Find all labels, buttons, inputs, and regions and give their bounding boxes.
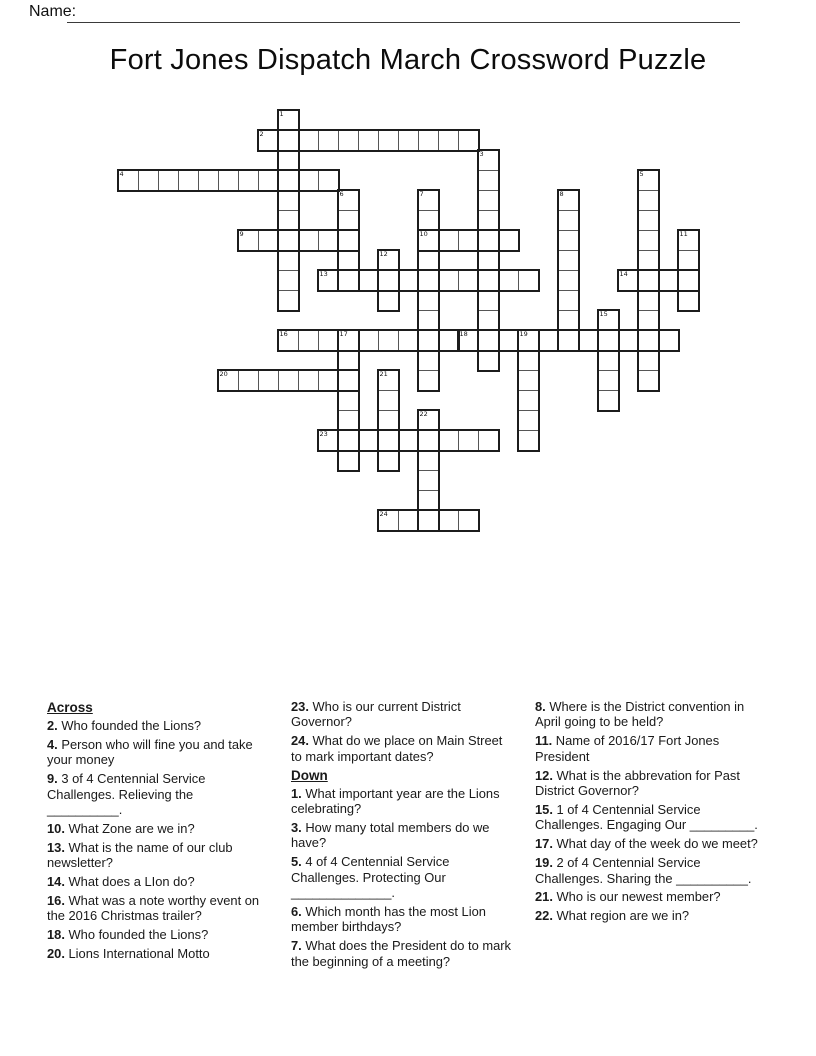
cell-number-6: 6 — [339, 190, 344, 198]
grid-cell — [518, 410, 539, 431]
grid-cell — [338, 410, 359, 431]
clue-number: 24. — [291, 733, 309, 749]
grid-cell — [338, 130, 359, 151]
grid-cell — [358, 270, 379, 291]
grid-cell — [478, 250, 499, 271]
clue-number: 19. — [535, 855, 553, 871]
grid-cell — [498, 230, 519, 251]
name-fill-line — [67, 2, 740, 23]
grid-cell — [298, 170, 319, 191]
grid-cell — [238, 170, 259, 191]
grid-cell — [578, 330, 599, 351]
cell-number-1: 1 — [279, 110, 284, 118]
clue-6 — [291, 904, 515, 935]
clue-number: 3. — [291, 819, 302, 835]
grid-cell — [298, 370, 319, 391]
cell-number-16: 16 — [279, 330, 288, 338]
grid-cell — [598, 390, 619, 411]
clue-12 — [535, 768, 759, 799]
grid-cell — [338, 270, 359, 291]
grid-cell — [678, 250, 699, 271]
clue-5 — [291, 854, 515, 900]
cell-number-2: 2 — [259, 130, 264, 138]
grid-cell — [458, 270, 479, 291]
grid-cell — [298, 330, 319, 351]
grid-cell — [438, 230, 459, 251]
grid-cell — [558, 250, 579, 271]
grid-cell — [358, 330, 379, 351]
grid-cell — [318, 370, 339, 391]
clue-number: 18. — [47, 927, 65, 943]
cell-number-9: 9 — [239, 230, 244, 238]
grid-cell — [478, 430, 499, 451]
grid-cell — [278, 150, 299, 171]
cell-number-18: 18 — [459, 330, 468, 338]
clue-1 — [291, 786, 515, 817]
clue-number: 12. — [535, 767, 553, 783]
grid-cell — [438, 510, 459, 531]
clue-11 — [535, 733, 759, 764]
grid-cell — [598, 330, 619, 351]
grid-cell — [478, 290, 499, 311]
grid-cell — [638, 270, 659, 291]
grid-cell — [258, 370, 279, 391]
grid-cell — [258, 170, 279, 191]
grid-cell — [418, 450, 439, 471]
grid-cell — [638, 210, 659, 231]
clue-header-across: Across — [47, 700, 93, 715]
grid-cell — [458, 230, 479, 251]
grid-cell — [238, 370, 259, 391]
clue-3 — [291, 820, 515, 851]
grid-cell — [518, 370, 539, 391]
clue-24 — [291, 733, 515, 764]
grid-cell — [438, 270, 459, 291]
grid-cell — [478, 170, 499, 191]
grid-cell — [678, 270, 699, 291]
cell-number-4: 4 — [119, 170, 124, 178]
grid-cell — [378, 450, 399, 471]
grid-cell — [298, 230, 319, 251]
clue-8 — [535, 699, 759, 730]
grid-cell — [478, 210, 499, 231]
clue-number: 14. — [47, 874, 65, 890]
grid-cell — [258, 230, 279, 251]
clue-10 — [47, 821, 271, 836]
grid-cell — [218, 170, 239, 191]
grid-cell — [278, 210, 299, 231]
name-label: Name: — [29, 3, 77, 20]
clue-text: 4 of 4 Centennial Service Challenges. Protecting Our ______________. — [291, 854, 450, 901]
grid-cell — [398, 510, 419, 531]
grid-cell — [378, 270, 399, 291]
clue-text: 1 of 4 Centennial Service Challenges. Engaging Our _________. — [535, 801, 758, 833]
grid-cell — [658, 270, 679, 291]
clue-text: How many total members do we have? — [291, 819, 490, 851]
clue-2 — [47, 718, 271, 733]
grid-cell — [618, 330, 639, 351]
grid-cell — [278, 130, 299, 151]
grid-cell — [318, 230, 339, 251]
grid-cell — [478, 230, 499, 251]
clue-number: 23. — [291, 699, 309, 714]
grid-cell — [278, 370, 299, 391]
clue-text: What does the President do to mark the beginning of a meeting? — [291, 938, 511, 969]
grid-cell — [598, 370, 619, 391]
grid-cell — [458, 130, 479, 151]
clue-number: 9. — [47, 771, 58, 787]
clue-9 — [47, 771, 271, 817]
clue-15 — [535, 802, 759, 833]
clue-number: 20. — [47, 946, 65, 962]
cell-number-10: 10 — [419, 230, 428, 238]
clue-number: 11. — [535, 733, 553, 749]
grid-cell — [338, 350, 359, 371]
grid-cell — [438, 430, 459, 451]
clue-number: 4. — [47, 736, 58, 752]
grid-cell — [378, 130, 399, 151]
clue-20 — [47, 946, 271, 961]
grid-cell — [338, 210, 359, 231]
cell-number-5: 5 — [639, 170, 644, 178]
grid-cell — [278, 290, 299, 311]
cell-number-7: 7 — [419, 190, 424, 198]
grid-cell — [278, 250, 299, 271]
clue-column — [47, 699, 271, 973]
clue-21 — [535, 889, 759, 904]
grid-cell — [158, 170, 179, 191]
cell-number-11: 11 — [679, 230, 688, 238]
cell-number-17: 17 — [339, 330, 348, 338]
clue-number: 10. — [47, 820, 65, 836]
clue-number: 15. — [535, 801, 553, 817]
clue-text: 3 of 4 Centennial Service Challenges. Relieving the __________. — [47, 771, 206, 818]
grid-cell — [318, 330, 339, 351]
cell-number-23: 23 — [319, 430, 328, 438]
grid-cell — [398, 270, 419, 291]
clue-number: 21. — [535, 889, 553, 905]
grid-cell — [418, 490, 439, 511]
grid-cell — [638, 250, 659, 271]
clue-text: What is the name of our club newsletter? — [47, 839, 233, 871]
cell-number-15: 15 — [599, 310, 608, 318]
grid-cell — [498, 330, 519, 351]
crossword-grid — [118, 110, 699, 531]
clue-number: 7. — [291, 938, 302, 954]
clue-text: Who is our current District Governor? — [291, 699, 461, 730]
grid-cell — [178, 170, 199, 191]
clue-text: Who founded the Lions? — [64, 927, 209, 943]
clue-23 — [291, 699, 515, 730]
cell-number-3: 3 — [479, 150, 484, 158]
grid-cell — [318, 130, 339, 151]
clue-text: What important year are the Lions celebrating? — [291, 785, 500, 817]
cell-number-13: 13 — [319, 270, 328, 278]
grid-cell — [558, 330, 579, 351]
clue-text: What do we place on Main Street to mark important dates? — [291, 733, 503, 764]
clue-number: 13. — [47, 839, 65, 855]
clue-22 — [535, 908, 759, 923]
grid-cell — [338, 450, 359, 471]
grid-cell — [418, 310, 439, 331]
grid-cell — [338, 370, 359, 391]
grid-cell — [518, 390, 539, 411]
grid-cell — [418, 510, 439, 531]
cell-number-8: 8 — [559, 190, 564, 198]
grid-cell — [398, 130, 419, 151]
grid-cell — [138, 170, 159, 191]
grid-cell — [638, 310, 659, 331]
cell-number-20: 20 — [219, 370, 228, 378]
grid-cell — [358, 130, 379, 151]
grid-cell — [278, 170, 299, 191]
clue-number: 17. — [535, 836, 553, 852]
clue-17 — [535, 836, 759, 851]
cell-number-21: 21 — [379, 370, 388, 378]
grid-cell — [418, 290, 439, 311]
grid-cell — [418, 430, 439, 451]
cell-number-22: 22 — [419, 410, 428, 418]
grid-cell — [478, 310, 499, 331]
grid-cell — [398, 330, 419, 351]
grid-cell — [658, 330, 679, 351]
clue-text: Person who will fine you and take your money — [47, 736, 253, 768]
grid-cell — [418, 370, 439, 391]
clue-number: 8. — [535, 699, 546, 714]
clue-header-down: Down — [291, 767, 328, 783]
clue-text: Who is our newest member? — [552, 889, 721, 905]
clue-13 — [47, 840, 271, 871]
grid-cell — [498, 270, 519, 291]
clue-text: What Zone are we in? — [64, 820, 195, 836]
grid-cell — [478, 350, 499, 371]
clue-number: 5. — [291, 854, 302, 870]
grid-cell — [518, 270, 539, 291]
clue-text: What was a note worthy event on the 2016 Christmas trailer? — [47, 893, 260, 924]
grid-cell — [338, 430, 359, 451]
grid-cell — [438, 130, 459, 151]
grid-cell — [558, 210, 579, 231]
clue-text: Name of 2016/17 Fort Jones President — [535, 733, 720, 764]
clue-text: What does a LIon do? — [64, 874, 195, 890]
grid-cell — [598, 350, 619, 371]
clue-text: What is the abbrevation for Past District Governor? — [535, 767, 740, 799]
page-title: Fort Jones Dispatch March Crossword Puzzle — [109, 44, 707, 76]
grid-cell — [558, 270, 579, 291]
grid-cell — [198, 170, 219, 191]
grid-cell — [378, 330, 399, 351]
clue-column — [535, 699, 759, 973]
grid-cell — [398, 430, 419, 451]
grid-cell — [338, 230, 359, 251]
grid-cell — [478, 330, 499, 351]
grid-cell — [638, 330, 659, 351]
grid-cell — [278, 190, 299, 211]
clue-number: 16. — [47, 893, 65, 909]
grid-cell — [638, 290, 659, 311]
grid-cell — [338, 250, 359, 271]
grid-cell — [638, 230, 659, 251]
clue-text: What region are we in? — [552, 908, 690, 924]
grid-cell — [638, 350, 659, 371]
clue-column — [291, 699, 515, 973]
grid-cell — [378, 290, 399, 311]
grid-cell — [458, 430, 479, 451]
grid-cell — [518, 430, 539, 451]
clue-14 — [47, 874, 271, 889]
clue-number: 2. — [47, 718, 58, 733]
clue-text: Where is the District convention in April going to be held? — [535, 699, 745, 730]
grid-cell — [378, 390, 399, 411]
grid-cell — [358, 430, 379, 451]
clue-number: 22. — [535, 908, 553, 924]
grid-cell — [638, 190, 659, 211]
clue-7 — [291, 938, 515, 969]
grid-cell — [478, 190, 499, 211]
grid-cell — [418, 270, 439, 291]
grid-cell — [418, 210, 439, 231]
grid-cell — [338, 390, 359, 411]
grid-cell — [318, 170, 339, 191]
grid-cell — [438, 330, 459, 351]
grid-cell — [278, 230, 299, 251]
grid-cell — [458, 510, 479, 531]
grid-cell — [378, 430, 399, 451]
clue-16 — [47, 893, 271, 924]
grid-cell — [378, 410, 399, 431]
grid-cell — [298, 130, 319, 151]
grid-cell — [418, 330, 439, 351]
clue-number: 6. — [291, 903, 302, 919]
grid-cell — [518, 350, 539, 371]
grid-cell — [558, 310, 579, 331]
grid-cell — [558, 230, 579, 251]
clue-text: 2 of 4 Centennial Service Challenges. Sharing the __________. — [535, 855, 752, 886]
grid-cell — [418, 350, 439, 371]
clue-text: Lions International Motto — [64, 946, 210, 962]
grid-cell — [478, 270, 499, 291]
clue-4 — [47, 737, 271, 768]
grid-cell — [558, 290, 579, 311]
clue-text: Which month has the most Lion member birthdays? — [291, 903, 486, 935]
grid-cell — [638, 370, 659, 391]
clue-18 — [47, 927, 271, 942]
cell-number-19: 19 — [519, 330, 528, 338]
grid-cell — [418, 130, 439, 151]
cell-number-14: 14 — [619, 270, 628, 278]
cell-number-24: 24 — [379, 510, 388, 518]
clue-19 — [535, 855, 759, 886]
clue-number: 1. — [291, 785, 302, 801]
grid-cell — [278, 270, 299, 291]
clue-text: Who founded the Lions? — [57, 718, 202, 733]
grid-cell — [418, 250, 439, 271]
cell-number-12: 12 — [379, 250, 388, 258]
grid-cell — [418, 470, 439, 491]
grid-cell — [678, 290, 699, 311]
clue-text: What day of the week do we meet? — [552, 836, 758, 852]
grid-cell — [538, 330, 559, 351]
clue-section — [47, 699, 769, 973]
